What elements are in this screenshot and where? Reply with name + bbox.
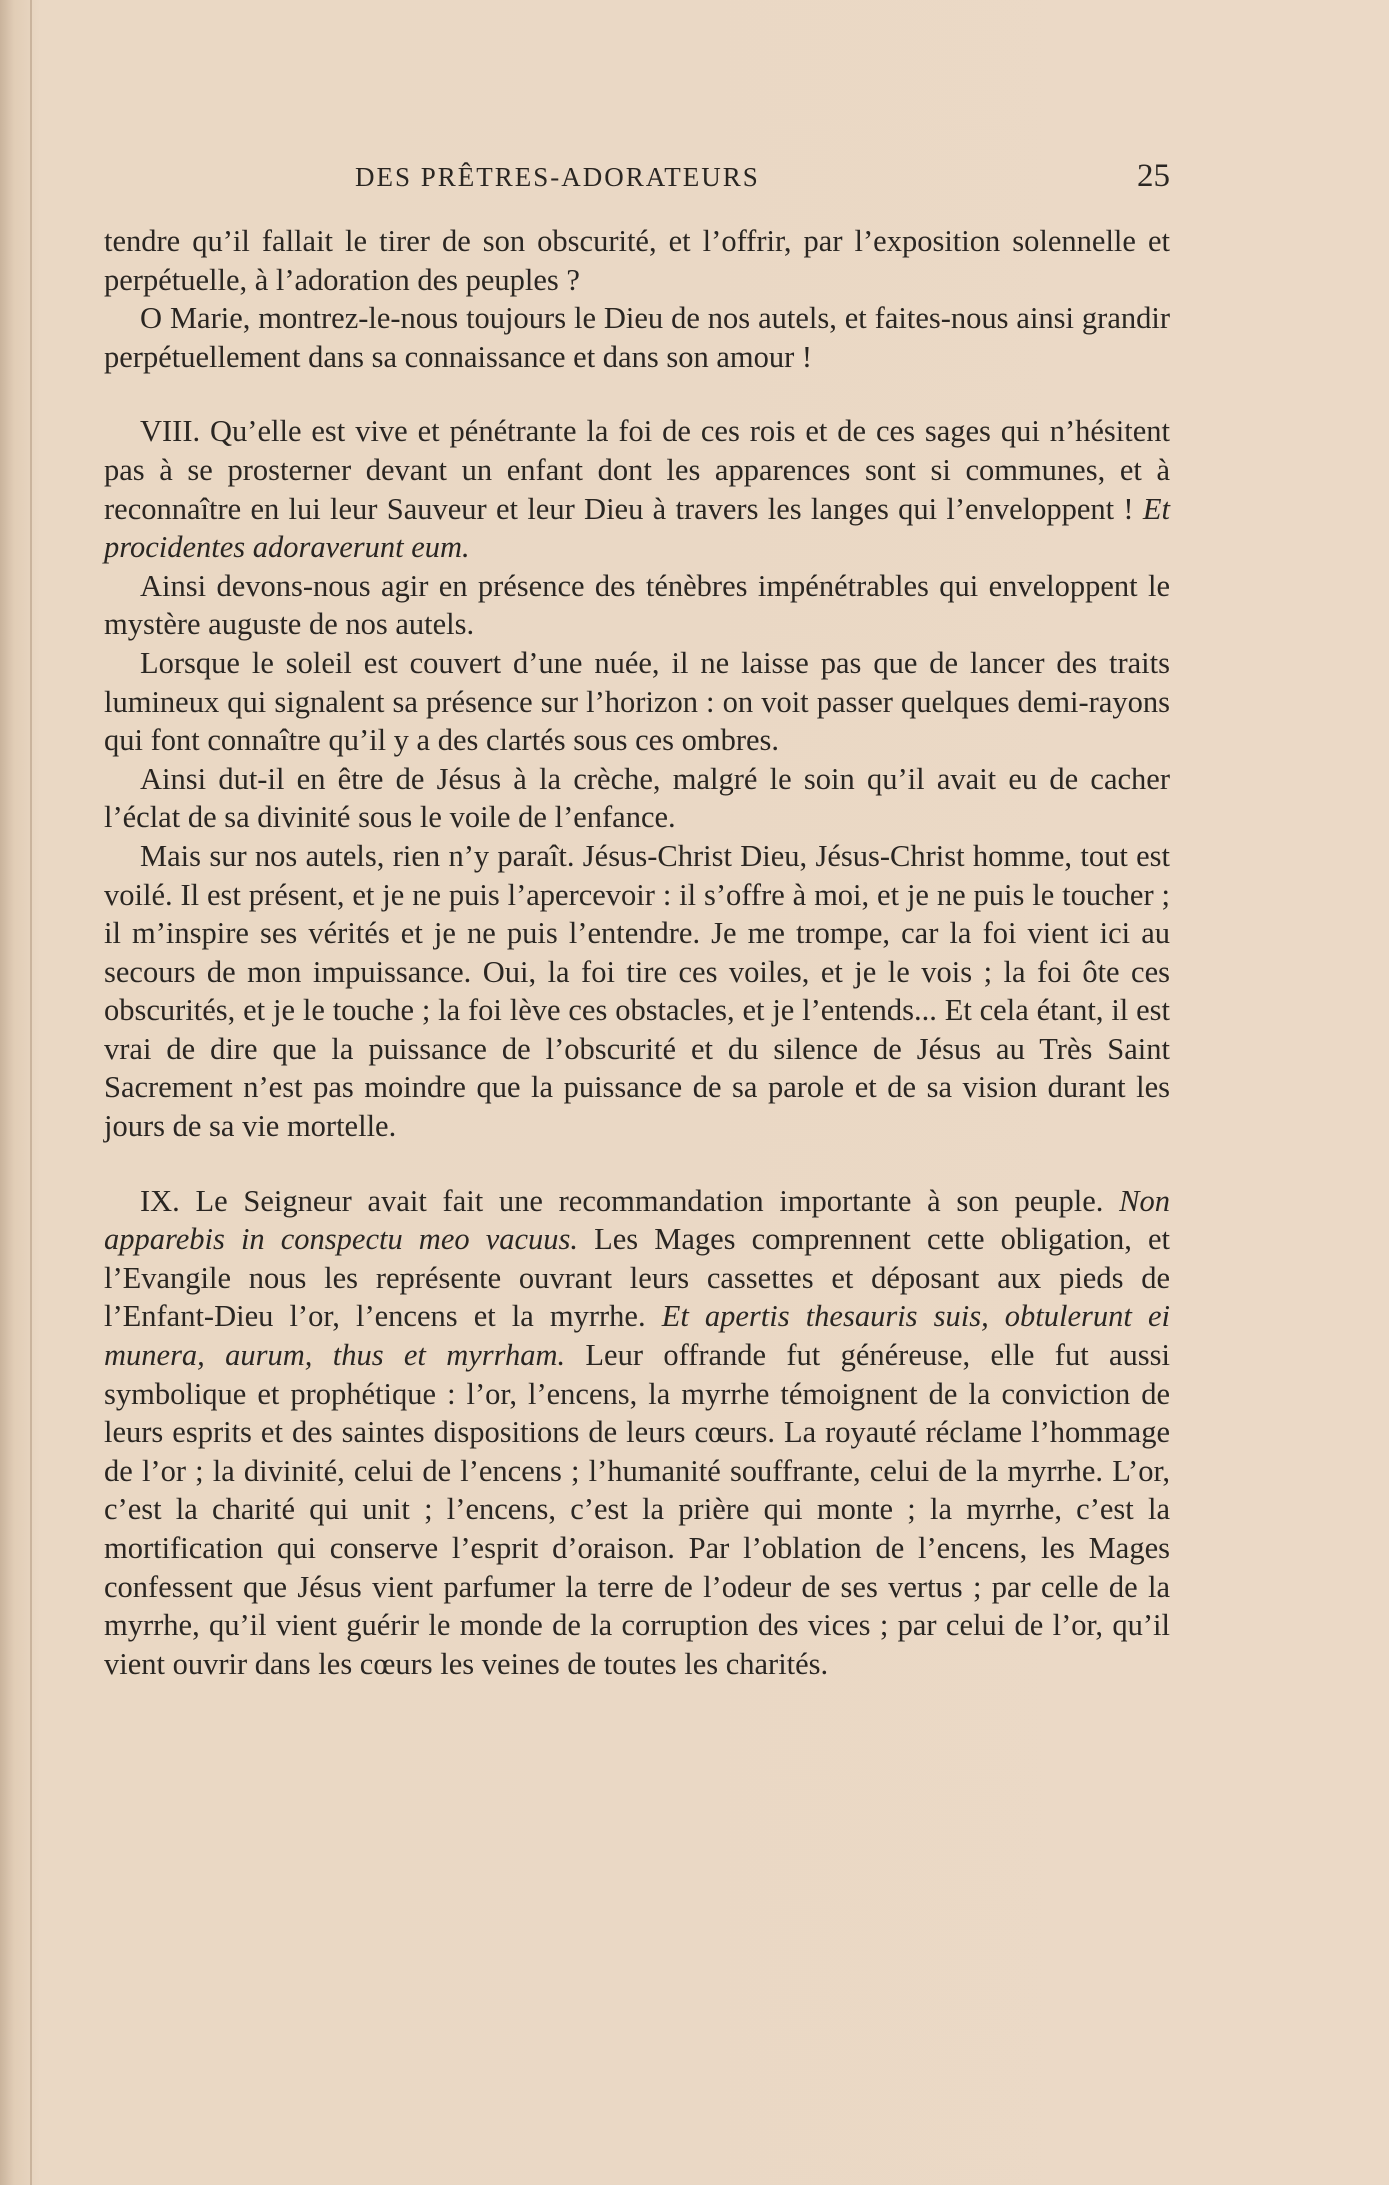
text-run: VIII. Qu’elle est vive et pénétrante la foi de ces rois et de ces sages qui n’hésitent pas à se prosterner devant un enfant dont les apparences sont si communes, et à reconnaître en lui leur Sauveur et leur Dieu à travers les langes qui l’enveloppent !: [104, 414, 1170, 526]
paragraph: [104, 299, 1170, 376]
page-number: 25: [1137, 158, 1170, 194]
text-run: Ainsi dut-il en être de Jésus à la crèche, malgré le soin qu’il avait eu de cacher l’éclat de sa divinité sous le voile de l’enfance.: [104, 761, 1170, 835]
paragraph: [104, 412, 1170, 566]
text-run: Lorsque le soleil est couvert d’une nuée, il ne laisse pas que de lancer des traits lumineux qui signalent sa présence sur l’horizon : on voit passer quelques demi-rayons qui font connaître qu’il y a des clartés sous ces ombres.: [104, 645, 1170, 758]
latin-quote: Non apparebis in conspectu meo vacuus.: [104, 1183, 1170, 1257]
paragraph: [104, 760, 1170, 837]
text-run: O Marie, montrez-le-nous toujours le Dieu de nos autels, et faites-nous ainsi grandir perpétuellement dans sa connaissance et dans son amour !: [104, 301, 1170, 374]
text-run: Leur offrande fut généreuse, elle fut aussi symbolique et prophétique : l’or, l’encens, la myrrhe témoignent de la conviction de leurs esprits et des saintes dispositions de leurs cœurs. La royauté réclame l’hommage de l’or ; la divinité, celui de l’encens ; l’humanité souffrante, celui de la myrrhe. L’or, c’est la charité qui unit ; l’encens, c’est la prière qui monte ; la myrrhe, c’est la mortification qui conserve l’esprit d’oraison. Par l’oblation de l’encens, les Mages confessent que Jésus vient parfumer la terre de l’odeur de ses vertus ; par celle de la myrrhe, qu’il vient guérir le monde de la corruption des vices ; par celui de l’or, qu’il vient ouvrir dans les cœurs les veines de toutes les charités.: [104, 1338, 1170, 1681]
paragraph: [104, 837, 1170, 1146]
body-text: [104, 222, 1170, 1683]
text-run: Les Mages comprennent cette obligation, et l’Evangile nous les représente ouvrant leurs cassettes et déposant aux pieds de l’Enfant-Dieu l’or, l’encens et la myrrhe.: [104, 1222, 1170, 1334]
text-run: Ainsi devons-nous agir en présence des ténèbres impénétrables qui enveloppent le mystère auguste de nos autels.: [104, 568, 1170, 642]
running-title: DES PRÊTRES-ADORATEURS: [355, 162, 760, 192]
latin-quote: Et procidentes adoraverunt eum.: [104, 491, 1170, 565]
page-gutter: [30, 0, 32, 2185]
paragraph: [104, 644, 1170, 760]
running-header: [355, 158, 1170, 202]
text-run: tendre qu’il fallait le tirer de son obscurité, et l’offrir, par l’exposition solennelle et perpétuelle, à l’adoration des peuples ?: [104, 224, 1170, 297]
text-run: IX. Le Seigneur avait fait une recommandation importante à son peuple.: [140, 1183, 1120, 1218]
text-run: Mais sur nos autels, rien n’y paraît. Jésus-Christ Dieu, Jésus-Christ homme, tout est voilé. Il est présent, et je ne puis l’apercevoir : il s’offre à moi, et je ne puis le toucher ; il m’inspire ses vérités et je ne puis l’entendre. Je me trompe, car la foi vient ici au secours de mon impuissance. Oui, la foi tire ces voiles, et je le vois ; la foi ôte ces obscurités, et je le touche ; la foi lève ces obstacles, et je l’entends... Et cela étant, il est vrai de dire que la puissance de l’obscurité et du silence de Jésus au Très Saint Sacrement n’est pas moindre que la puissance de sa parole et de sa vision durant les jours de sa vie mortelle.: [104, 838, 1170, 1144]
paragraph: [104, 222, 1170, 299]
latin-quote: Et apertis thesauris suis, obtulerunt ei munera, aurum, thus et myrrham.: [104, 1299, 1170, 1373]
paragraph: [104, 1182, 1170, 1684]
paragraph: [104, 567, 1170, 644]
